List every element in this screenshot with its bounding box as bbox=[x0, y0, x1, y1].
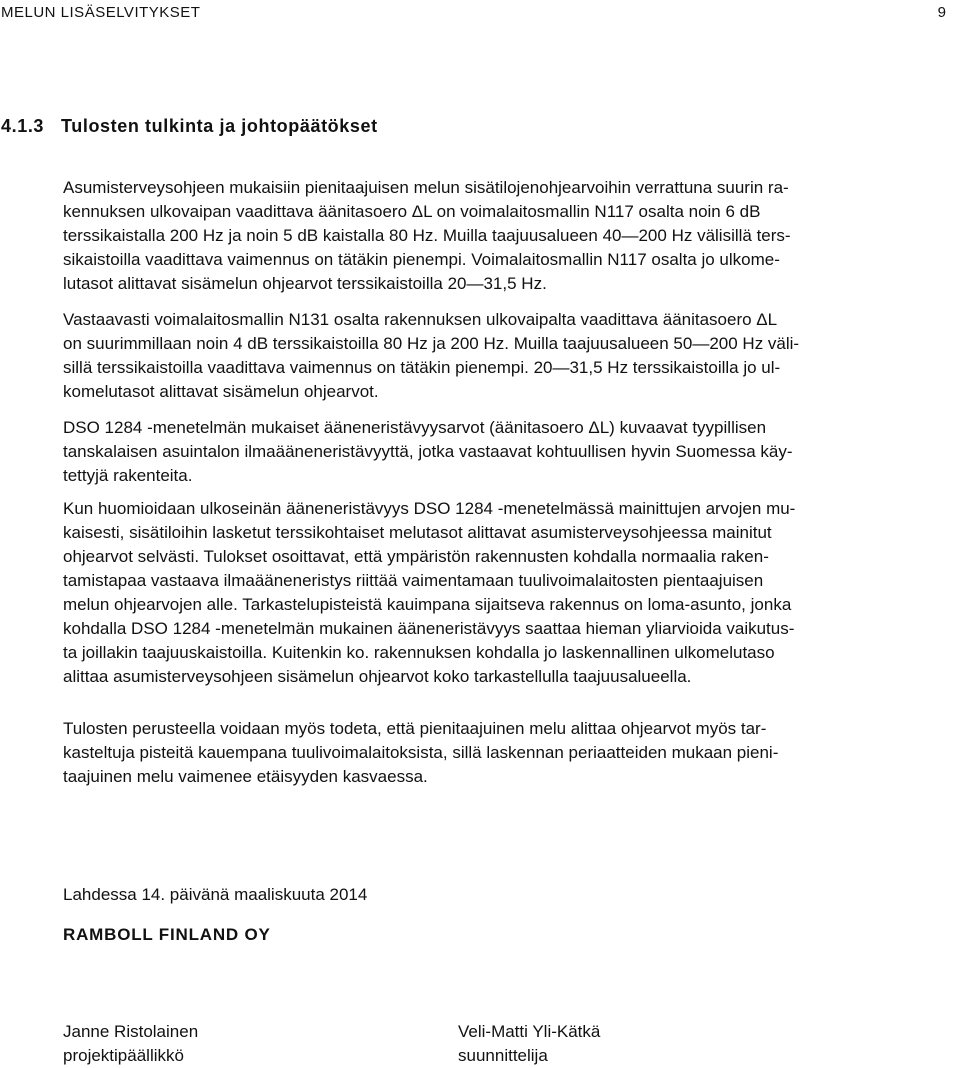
paragraph-line: tanskalaisen asuintalon ilmaääneneristävyyttä, jotka vastaavat kohtuullisen hyvin Suomessa käy- bbox=[63, 442, 793, 461]
signer-name: Veli-Matti Yli-Kätkä bbox=[458, 1022, 601, 1041]
signature-block bbox=[458, 1020, 600, 1068]
paragraph-line: ohjearvot selvästi. Tulokset osoittavat, että ympäristön rakennusten kohdalla normaalia raken- bbox=[63, 547, 769, 566]
paragraph-line: on suurimmillaan noin 4 dB terssikaistoilla 80 Hz ja 200 Hz. Muilla taajuusalueen 50—200 Hz väli- bbox=[63, 334, 800, 353]
signature-block bbox=[63, 1020, 198, 1068]
paragraph-line: komelutasot alittavat sisämelun ohjearvot. bbox=[63, 382, 379, 401]
paragraph-line: Kun huomioidaan ulkoseinän ääneneristävyys DSO 1284 -menetelmässä mainittujen arvojen mu- bbox=[63, 499, 796, 518]
paragraph-line: kohdalla DSO 1284 -menetelmän mukainen ääneneristävyys saattaa hieman yliarvioida vaikutus- bbox=[63, 619, 795, 638]
paragraph-line: melun ohjearvojen alle. Tarkastelupisteistä kauimpana sijaitseva rakennus on loma-asunto, jonka bbox=[63, 595, 792, 614]
paragraph-4 bbox=[63, 497, 925, 689]
signer-role: projektipäällikkö bbox=[63, 1046, 184, 1065]
paragraph-line: terssikaistalla 200 Hz ja noin 5 dB kaistalla 80 Hz. Muilla taajuusalueen 40—200 Hz välisillä ters- bbox=[63, 226, 791, 245]
signer-role: suunnittelija bbox=[458, 1046, 548, 1065]
signer-name: Janne Ristolainen bbox=[63, 1022, 199, 1041]
paragraph-line: Tulosten perusteella voidaan myös todeta, että pienitaajuinen melu alittaa ohjearvot myös tar- bbox=[63, 719, 767, 738]
paragraph-line: alittaa asumisterveysohjeen sisämelun ohjearvot koko tarkastellulla taajuusalueella. bbox=[63, 667, 692, 686]
paragraph-line: lutasot alittavat sisämelun ohjearvot terssikaistoilla 20—31,5 Hz. bbox=[63, 274, 547, 293]
section-number: 4.1.3 bbox=[1, 116, 45, 136]
paragraph-line: kasteltuja pisteitä kauempana tuulivoimalaitoksista, sillä laskennan periaatteiden mukaan pieni- bbox=[63, 743, 779, 762]
paragraph-line: taajuinen melu vaimenee etäisyyden kasvaessa. bbox=[63, 767, 428, 786]
paragraph-line: ta joillakin taajuuskaistoilla. Kuitenkin ko. rakennuksen kohdalla jo laskennallinen ulkomelutaso bbox=[63, 643, 775, 662]
paragraph-line: sillä terssikaistoilla vaadittava vaimennus on tätäkin pienempi. 20—31,5 Hz terssikaistoilla jo ul- bbox=[63, 358, 781, 377]
paragraph-line: kaisesti, sisätiloihin lasketut terssikohtaiset melutasot alittavat asumisterveysohjeessa mainitut bbox=[63, 523, 772, 542]
paragraph-line: Asumisterveysohjeen mukaisiin pienitaajuisen melun sisätilojenohjearvoihin verrattuna suurin ra- bbox=[63, 178, 789, 197]
section-title: Tulosten tulkinta ja johtopäätökset bbox=[61, 116, 378, 136]
section-heading bbox=[1, 116, 378, 137]
paragraph-line: kennuksen ulkovaipan vaadittava äänitasoero ΔL on voimalaitosmallin N117 osalta noin 6 dB bbox=[63, 202, 761, 221]
paragraph-line: DSO 1284 -menetelmän mukaiset ääneneristävyysarvot (äänitasoero ΔL) kuvaavat tyypillisen bbox=[63, 418, 767, 437]
paragraph-line: tamistapaa vastaava ilmaääneneristys riittää vaimentamaan tuulivoimalaitosten pientaajuisen bbox=[63, 571, 764, 590]
paragraph-line: Vastaavasti voimalaitosmallin N131 osalta rakennuksen ulkovaipalta vaadittava äänitasoero ΔL bbox=[63, 310, 778, 329]
paragraph-line: sikaistoilla vaadittava vaimennus on tätäkin pienempi. Voimalaitosmallin N117 osalta jo ulkome- bbox=[63, 250, 780, 269]
place-and-date: Lahdessa 14. päivänä maaliskuuta 2014 bbox=[63, 885, 368, 904]
page-number: 9 bbox=[937, 4, 946, 21]
paragraph-line: tettyjä rakenteita. bbox=[63, 466, 193, 485]
paragraph-3 bbox=[63, 416, 925, 488]
company-name: RAMBOLL FINLAND OY bbox=[63, 925, 271, 944]
paragraph-1 bbox=[63, 176, 925, 296]
paragraph-2 bbox=[63, 308, 925, 404]
paragraph-5 bbox=[63, 717, 925, 789]
document-header-title: MELUN LISÄSELVITYKSET bbox=[1, 4, 201, 21]
